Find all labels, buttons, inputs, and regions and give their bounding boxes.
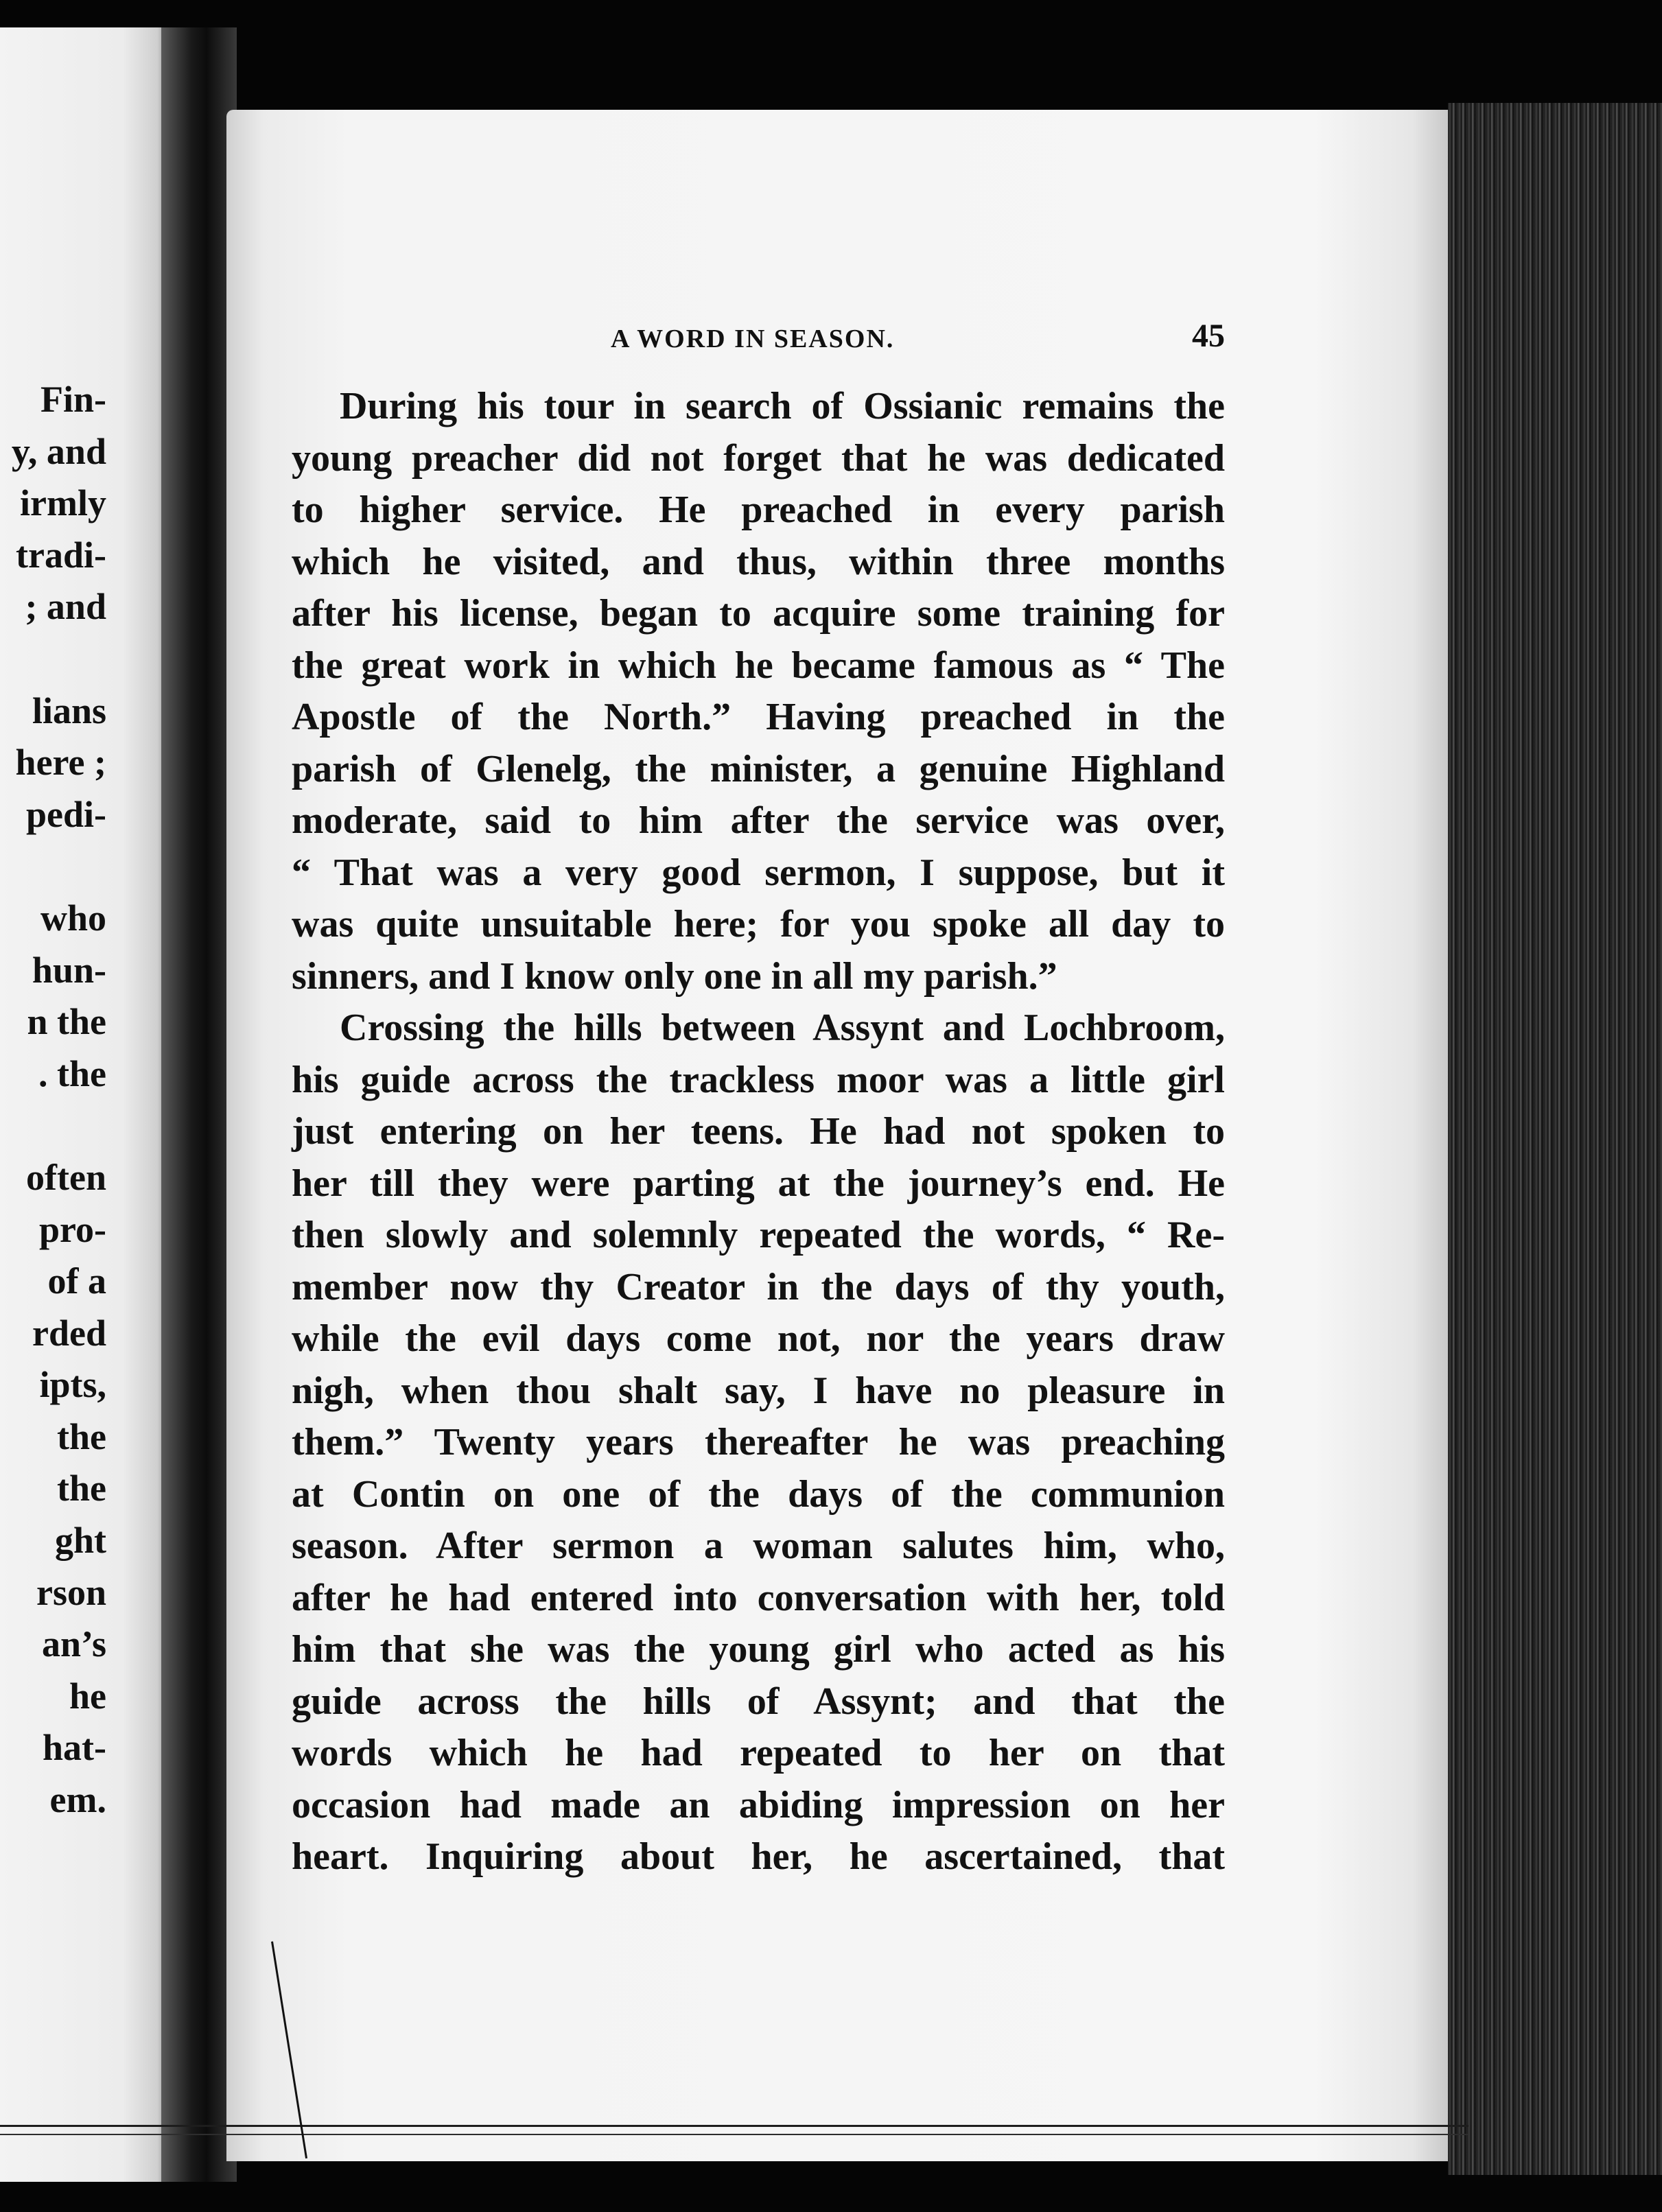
- left-line: y, and: [11, 430, 106, 472]
- text-line: During his tour in search of Ossianic remains the: [340, 385, 1225, 427]
- text-line: her till they were parting at the journey’s end. He: [292, 1162, 1225, 1205]
- left-line: hat-: [43, 1727, 106, 1769]
- text-line: then slowly and solemnly repeated the words, “ Re-: [292, 1214, 1225, 1256]
- text-line: which he visited, and thus, within three months: [292, 540, 1225, 583]
- left-line: rded: [32, 1312, 106, 1354]
- left-line: [0, 1100, 106, 1152]
- left-line: ipts,: [39, 1364, 106, 1406]
- page-number: 45: [1192, 318, 1225, 354]
- left-line: irmly: [20, 482, 106, 524]
- left-line: Fin-: [40, 379, 106, 420]
- text-line: nigh, when thou shalt say, I have no pleasure in: [292, 1369, 1225, 1412]
- left-line: he: [69, 1675, 106, 1717]
- left-line: here ;: [15, 742, 106, 784]
- text-line: guide across the hills of Assynt; and that the: [292, 1680, 1225, 1723]
- text-line: was quite unsuitable here; for you spoke all day to: [292, 903, 1225, 945]
- left-line: often: [26, 1156, 106, 1198]
- running-title: A WORD IN SEASON.: [611, 325, 895, 353]
- text-line: while the evil days come not, nor the years draw: [292, 1317, 1225, 1360]
- left-line: pedi-: [25, 793, 106, 835]
- body-text: [292, 381, 1225, 1883]
- left-line: tradi-: [16, 534, 106, 576]
- left-line: . the: [38, 1052, 106, 1094]
- left-line: an’s: [41, 1623, 106, 1665]
- fold-line: [0, 2134, 1468, 2135]
- left-line: [0, 840, 106, 893]
- text-line: to higher service. He preached in every parish: [292, 489, 1225, 531]
- text-line: occasion had made an abiding impression on her: [292, 1783, 1225, 1826]
- book-page-edges: [1448, 103, 1662, 2175]
- left-line: lians: [32, 690, 106, 731]
- text-line: Crossing the hills between Assynt and Lochbroom,: [340, 1007, 1225, 1049]
- text-line: words which he had repeated to her on that: [292, 1732, 1225, 1774]
- left-line: of a: [47, 1260, 106, 1302]
- text-line: just entering on her teens. He had not spoken to: [292, 1110, 1225, 1153]
- text-line: season. After sermon a woman salutes him, who,: [292, 1525, 1225, 1567]
- text-line: heart. Inquiring about her, he ascertained, that: [292, 1835, 1225, 1878]
- text-line: Apostle of the North.” Having preached in the: [292, 696, 1225, 738]
- text-line: the great work in which he became famous as “ The: [292, 644, 1225, 687]
- text-line: him that she was the young girl who acted as his: [292, 1628, 1225, 1671]
- fold-line: [0, 2125, 1468, 2127]
- left-line: the: [57, 1468, 106, 1509]
- book-gutter-shadow: [161, 27, 237, 2182]
- text-line: “ That was a very good sermon, I suppose, but it: [292, 851, 1225, 894]
- left-line: pro-: [38, 1208, 106, 1250]
- left-facing-page: [0, 27, 175, 2182]
- left-line: ; and: [25, 586, 106, 628]
- text-line: parish of Glenelg, the minister, a genuine Highland: [292, 747, 1225, 790]
- left-line: rson: [36, 1571, 106, 1613]
- text-line: moderate, said to him after the service was over,: [292, 799, 1225, 842]
- left-line: who: [40, 897, 106, 939]
- text-line: his guide across the trackless moor was a little girl: [292, 1058, 1225, 1101]
- left-line: em.: [49, 1779, 106, 1821]
- page-header: [295, 317, 1225, 358]
- text-line: them.” Twenty years thereafter he was preaching: [292, 1421, 1225, 1463]
- left-page-text: [0, 374, 106, 1826]
- text-line: at Contin on one of the days of the communion: [292, 1472, 1225, 1516]
- text-line: sinners, and I know only one in all my parish.”: [292, 954, 1057, 998]
- left-line: ght: [54, 1520, 106, 1562]
- left-line: hun-: [32, 949, 106, 991]
- text-line: young preacher did not forget that he was dedicated: [292, 436, 1225, 480]
- left-line: n the: [27, 1001, 106, 1043]
- text-line: after his license, began to acquire some training for: [292, 592, 1225, 635]
- left-line: [0, 633, 106, 685]
- text-line: member now thy Creator in the days of thy youth,: [292, 1265, 1225, 1308]
- left-line: the: [57, 1415, 106, 1457]
- text-line: after he had entered into conversation with her, told: [292, 1576, 1225, 1619]
